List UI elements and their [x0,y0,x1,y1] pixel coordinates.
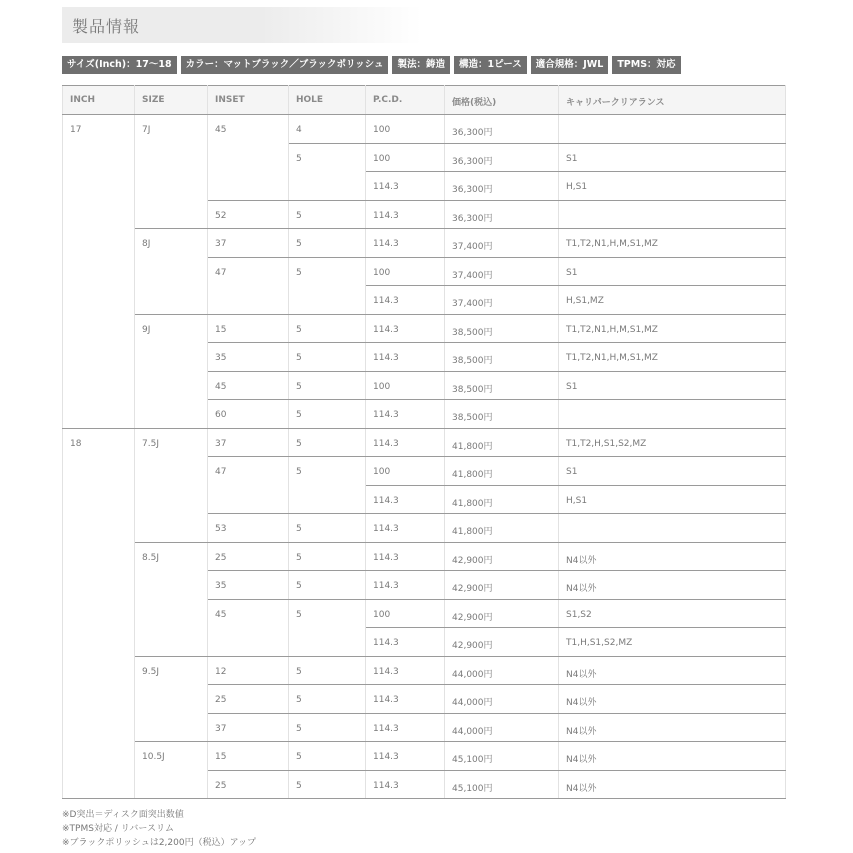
cell-hole: 5 [289,143,366,200]
cell-hole: 5 [289,457,366,514]
cell-size: 8.5J [135,542,208,656]
cell-pcd: 100 [366,143,445,172]
cell-price: 36,300円 [445,115,559,144]
cell-price: 37,400円 [445,229,559,258]
cell-inset: 52 [208,200,289,229]
cell-clearance [559,514,786,543]
cell-pcd: 100 [366,257,445,286]
header-price: 価格(税込) [445,86,559,115]
cell-clearance: H,S1 [559,172,786,201]
cell-price: 44,000円 [445,656,559,685]
cell-inset: 37 [208,713,289,742]
cell-pcd: 100 [366,115,445,144]
cell-pcd: 114.3 [366,571,445,600]
cell-pcd: 114.3 [366,542,445,571]
cell-pcd: 114.3 [366,628,445,657]
cell-pcd: 114.3 [366,514,445,543]
cell-price: 37,400円 [445,286,559,315]
cell-inset: 37 [208,229,289,258]
cell-hole: 5 [289,770,366,799]
cell-hole: 4 [289,115,366,144]
cell-clearance: T1,T2,N1,H,M,S1,MZ [559,229,786,258]
cell-size: 8J [135,229,208,315]
cell-price: 44,000円 [445,713,559,742]
footnote: ※TPMS対応 / リバースリム [62,824,174,834]
cell-price: 41,800円 [445,428,559,457]
badge-standard: 適合規格：JWL [531,56,609,74]
cell-pcd: 114.3 [366,400,445,429]
footnote: ※D突出＝ディスク面突出数値 [62,810,184,820]
cell-inset: 15 [208,742,289,771]
cell-hole: 5 [289,400,366,429]
cell-inset: 12 [208,656,289,685]
cell-clearance [559,115,786,144]
badge-color: カラー：マットブラック／ブラックポリッシュ [181,56,389,74]
table-row [63,229,786,258]
cell-price: 41,800円 [445,457,559,486]
badge-tpms: TPMS：対応 [612,56,680,74]
cell-clearance [559,200,786,229]
header-size: SIZE [135,86,208,115]
cell-clearance: S1,S2 [559,599,786,628]
header-hole: HOLE [289,86,366,115]
cell-hole: 5 [289,713,366,742]
cell-clearance: N4以外 [559,685,786,714]
cell-price: 41,800円 [445,485,559,514]
cell-size: 9J [135,314,208,428]
cell-price: 38,500円 [445,400,559,429]
table-row [63,115,786,144]
cell-hole: 5 [289,742,366,771]
cell-pcd: 114.3 [366,485,445,514]
cell-hole: 5 [289,514,366,543]
cell-pcd: 114.3 [366,685,445,714]
cell-price: 38,500円 [445,371,559,400]
cell-pcd: 114.3 [366,428,445,457]
footnotes [62,808,256,850]
cell-pcd: 114.3 [366,314,445,343]
cell-price: 42,900円 [445,571,559,600]
cell-clearance: S1 [559,371,786,400]
cell-hole: 5 [289,200,366,229]
cell-price: 36,300円 [445,200,559,229]
cell-inset: 53 [208,514,289,543]
cell-size: 7.5J [135,428,208,542]
cell-inset: 35 [208,571,289,600]
cell-inset: 25 [208,685,289,714]
cell-inset: 60 [208,400,289,429]
cell-inset: 37 [208,428,289,457]
cell-hole: 5 [289,599,366,656]
badge-manufacturing: 製法：鋳造 [392,56,450,74]
cell-clearance: T1,T2,N1,H,M,S1,MZ [559,314,786,343]
cell-pcd: 100 [366,457,445,486]
cell-hole: 5 [289,371,366,400]
section-title-bar [62,7,422,43]
cell-inch: 17 [63,115,135,429]
cell-pcd: 100 [366,371,445,400]
table-row [63,656,786,685]
cell-price: 36,300円 [445,143,559,172]
table-row [63,542,786,571]
cell-clearance [559,400,786,429]
cell-clearance: T1,T2,N1,H,M,S1,MZ [559,343,786,372]
section-title: 製品情報 [72,16,141,36]
table-row [63,314,786,343]
cell-size: 7J [135,115,208,229]
cell-hole: 5 [289,257,366,314]
cell-inset: 47 [208,457,289,514]
header-pcd: P.C.D. [366,86,445,115]
cell-price: 41,800円 [445,514,559,543]
cell-price: 45,100円 [445,742,559,771]
cell-price: 36,300円 [445,172,559,201]
cell-price: 42,900円 [445,628,559,657]
cell-pcd: 114.3 [366,770,445,799]
table-header-row [63,86,786,115]
cell-clearance: S1 [559,143,786,172]
cell-pcd: 114.3 [366,713,445,742]
spec-badges [62,56,681,74]
cell-price: 45,100円 [445,770,559,799]
cell-price: 44,000円 [445,685,559,714]
cell-size: 10.5J [135,742,208,799]
cell-hole: 5 [289,542,366,571]
cell-inset: 15 [208,314,289,343]
cell-pcd: 100 [366,599,445,628]
header-clearance: キャリパークリアランス [559,86,786,115]
cell-clearance: N4以外 [559,770,786,799]
cell-hole: 5 [289,571,366,600]
cell-hole: 5 [289,428,366,457]
cell-pcd: 114.3 [366,343,445,372]
cell-clearance: N4以外 [559,742,786,771]
cell-clearance: N4以外 [559,571,786,600]
cell-inset: 25 [208,770,289,799]
cell-clearance: N4以外 [559,656,786,685]
cell-clearance: S1 [559,257,786,286]
cell-price: 38,500円 [445,314,559,343]
table-row [63,428,786,457]
badge-structure: 構造：1ピース [454,56,527,74]
cell-inch: 18 [63,428,135,799]
header-inch: INCH [63,86,135,115]
cell-pcd: 114.3 [366,200,445,229]
cell-clearance: T1,T2,H,S1,S2,MZ [559,428,786,457]
cell-pcd: 114.3 [366,742,445,771]
cell-clearance: H,S1 [559,485,786,514]
cell-hole: 5 [289,343,366,372]
cell-inset: 45 [208,599,289,656]
cell-inset: 35 [208,343,289,372]
cell-clearance: T1,H,S1,S2,MZ [559,628,786,657]
cell-hole: 5 [289,656,366,685]
cell-hole: 5 [289,685,366,714]
cell-inset: 45 [208,115,289,201]
cell-pcd: 114.3 [366,229,445,258]
cell-inset: 45 [208,371,289,400]
cell-hole: 5 [289,229,366,258]
cell-inset: 47 [208,257,289,314]
cell-clearance: N4以外 [559,542,786,571]
cell-clearance: H,S1,MZ [559,286,786,315]
cell-price: 42,900円 [445,599,559,628]
table-row [63,742,786,771]
cell-clearance: S1 [559,457,786,486]
cell-clearance: N4以外 [559,713,786,742]
cell-price: 42,900円 [445,542,559,571]
cell-hole: 5 [289,314,366,343]
header-inset: INSET [208,86,289,115]
badge-size: サイズ(Inch)：17〜18 [62,56,177,74]
cell-pcd: 114.3 [366,656,445,685]
cell-inset: 25 [208,542,289,571]
spec-table [62,85,786,799]
cell-pcd: 114.3 [366,172,445,201]
table-body [63,115,786,799]
footnote: ※ブラックポリッシュは2,200円（税込）アップ [62,838,256,848]
cell-size: 9.5J [135,656,208,742]
cell-pcd: 114.3 [366,286,445,315]
cell-price: 37,400円 [445,257,559,286]
cell-price: 38,500円 [445,343,559,372]
